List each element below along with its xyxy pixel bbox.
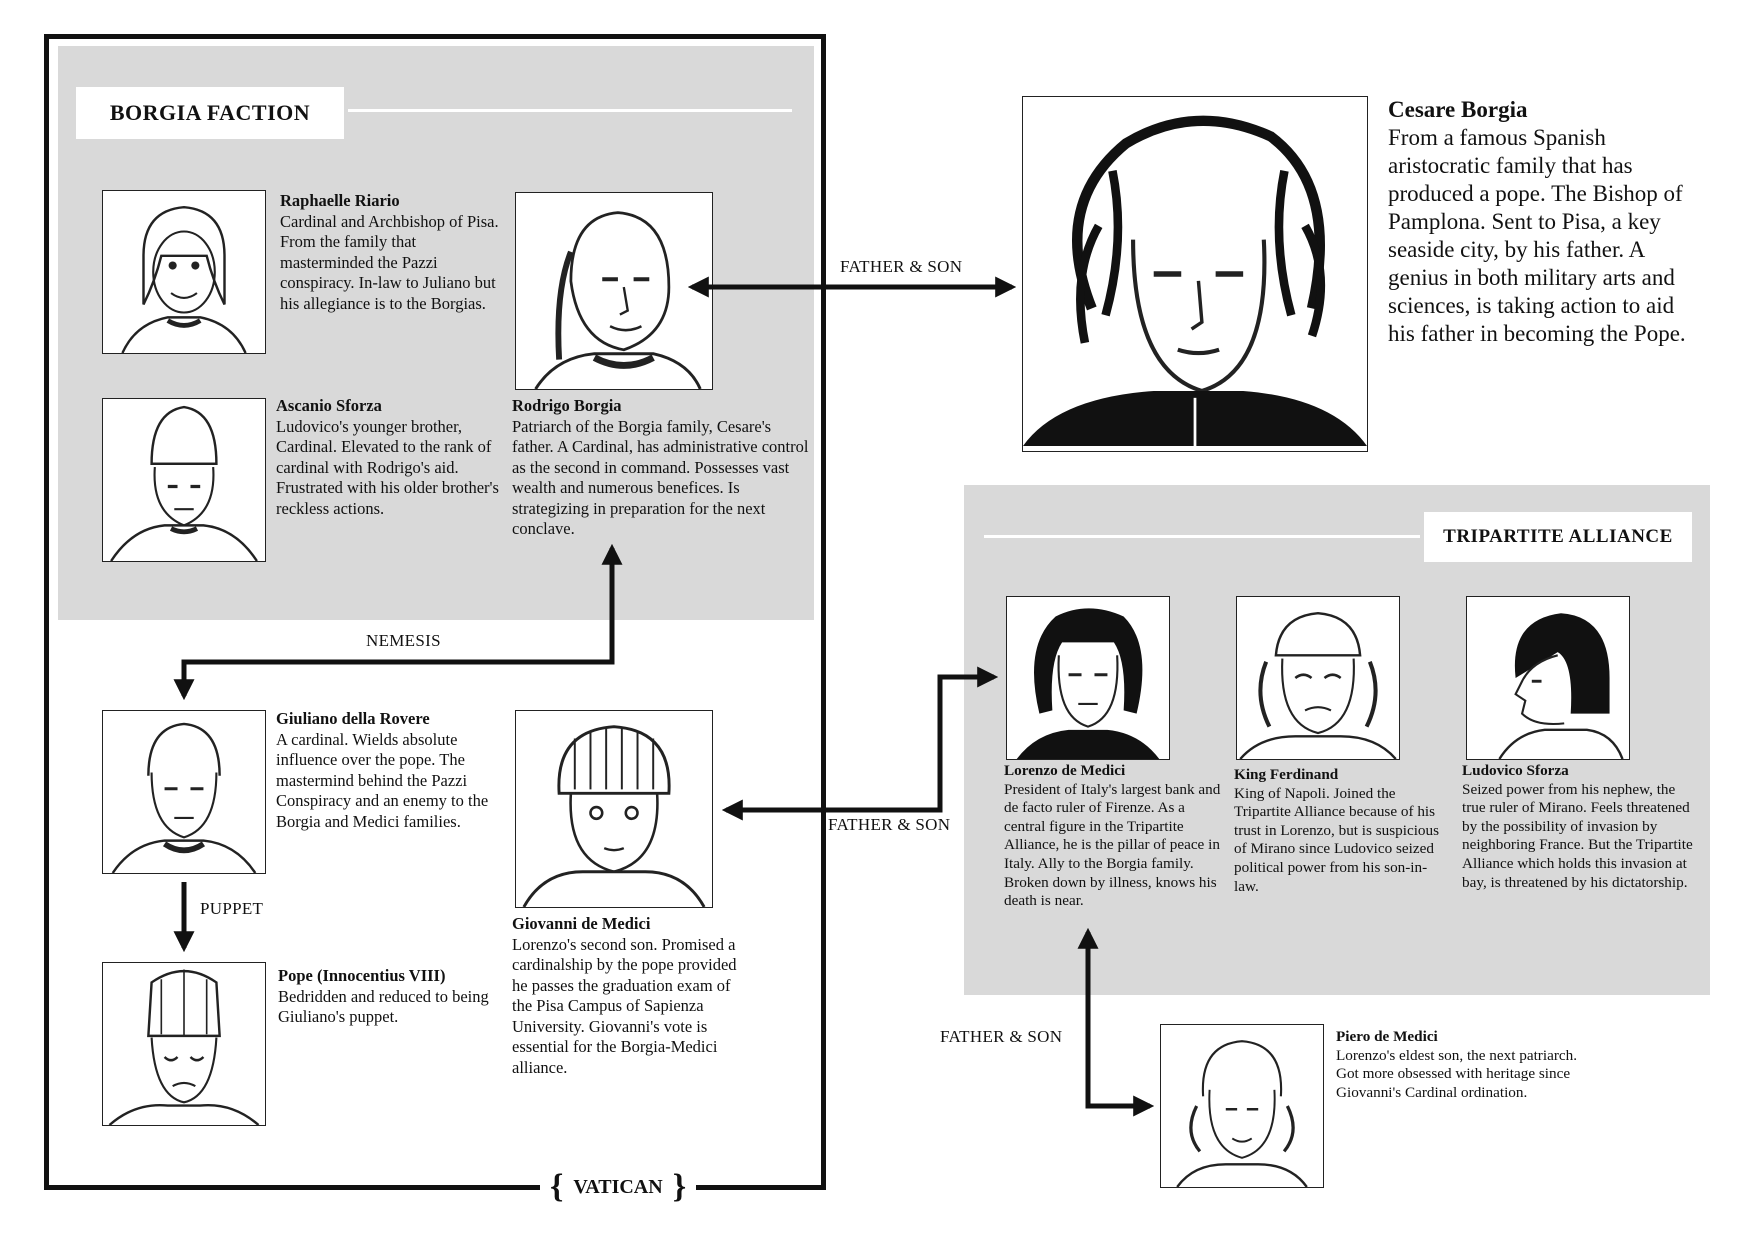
portrait-sketch-icon [103,399,265,561]
ludovico-sforza-portrait [1466,596,1630,760]
giuliano-della-rovere-description [276,709,500,832]
borgia-heading-rule [348,109,792,112]
cesare-borgia-portrait [1022,96,1368,452]
relation-label-father-son-lorenzo-piero: FATHER & SON [940,1027,1063,1046]
rodrigo-borgia-portrait [515,192,713,390]
tripartite-alliance-title: TRIPARTITE ALLIANCE [1443,526,1673,547]
borgia-faction-title: BORGIA FACTION [109,100,311,125]
tripartite-alliance-heading [1424,512,1692,562]
portrait-sketch-icon [1467,597,1629,759]
rodrigo-borgia-description [512,396,810,540]
vatican-label [540,1165,696,1209]
character-name: Rodrigo Borgia [512,396,622,415]
portrait-sketch-icon [1023,97,1367,451]
vatican-title: VATICAN [573,1175,663,1198]
cesare-borgia-description [1388,96,1704,348]
character-bio: President of Italy's largest bank and de facto ruler of Firenze. As a central figure in the Tripartite Alliance, he is the pillar of peace in Italy. Ally to the Borgia family. Broken down by illness, knows his death is near. [1004,780,1221,910]
character-bio: King of Napoli. Joined the Tripartite Alliance because of his trust in Lorenzo, but is suspicious of Mirano since Ludovico seized political power from his son-in-law. [1234,784,1440,895]
character-name: Lorenzo de Medici [1004,762,1126,779]
character-name: Cesare Borgia [1388,97,1528,122]
character-name: Ludovico Sforza [1462,762,1569,779]
relation-label-father-son-rodrigo-cesare: FATHER & SON [840,257,963,276]
ascanio-sforza-description [276,396,500,519]
raphaelle-riario-portrait [102,190,266,354]
character-name: Pope (Innocentius VIII) [278,966,446,985]
character-bio: Lorenzo's eldest son, the next patriarch. Got more obsessed with heritage since Giovanni's Cardinal ordination. [1336,1046,1578,1101]
piero-de-medici-portrait [1160,1024,1324,1188]
ludovico-sforza-description [1462,762,1702,892]
ascanio-sforza-portrait [102,398,266,562]
right-bracket-icon: } [672,1168,687,1205]
character-bio: From a famous Spanish aristocratic family that has produced a pope. The Bishop of Pamplona. Sent to Pisa, a key seaside city, by his father. A genius in both military arts and sciences, is taking action to aid his father in becoming the Pope. [1388,125,1686,346]
lorenzo-de-medici-description [1004,762,1226,911]
character-name: Ascanio Sforza [276,396,382,415]
raphaelle-riario-description [280,191,500,314]
character-name: Giuliano della Rovere [276,709,430,728]
lorenzo-de-medici-portrait [1006,596,1170,760]
character-bio: Ludovico's younger brother, Cardinal. Elevated to the rank of cardinal with Rodrigo's aid. Frustrated with his older brother's reckless actions. [276,416,499,518]
relation-label-nemesis: NEMESIS [366,631,441,650]
character-bio: Cardinal and Archbishop of Pisa. From the family that masterminded the Pazzi conspiracy. In-law to Juliano but his allegiance is to the Borgias. [280,211,499,313]
giovanni-de-medici-description [512,914,748,1078]
portrait-sketch-icon [103,963,265,1125]
character-name: Piero de Medici [1336,1028,1438,1045]
character-name: Giovanni de Medici [512,914,651,933]
portrait-sketch-icon [516,711,712,907]
portrait-sketch-icon [516,193,712,389]
character-name: King Ferdinand [1234,766,1339,783]
portrait-sketch-icon [1161,1025,1323,1187]
character-bio: Patriarch of the Borgia family, Cesare's father. A Cardinal, has administrative control as the second in command. Possesses vast wealth and numerous benefices. Is strategizing in preparation for the next conclave. [512,416,809,538]
portrait-sketch-icon [1237,597,1399,759]
giovanni-de-medici-portrait [515,710,713,908]
pope-innocentius-portrait [102,962,266,1126]
character-bio: Seized power from his nephew, the true ruler of Mirano. Feels threatened by the possibility of invasion by neighboring France. But the Tripartite Alliance which holds this invasion at bay, is threatened by his dictatorship. [1462,780,1693,891]
portrait-sketch-icon [1007,597,1169,759]
left-bracket-icon: { [550,1168,564,1205]
giuliano-della-rovere-portrait [102,710,266,874]
character-bio: Lorenzo's second son. Promised a cardinalship by the pope provided he passes the graduation exam of the Pisa Campus of Sapienza University. Giovanni's vote is essential for the Borgia-Medici alliance. [512,934,737,1077]
portrait-sketch-icon [103,191,265,353]
king-ferdinand-portrait [1236,596,1400,760]
relation-label-puppet: PUPPET [200,899,264,918]
character-bio: Bedridden and reduced to being Giuliano's puppet. [278,986,489,1026]
portrait-sketch-icon [103,711,265,873]
character-bio: A cardinal. Wields absolute influence over the pope. The mastermind behind the Pazzi Conspiracy and an enemy to the Borgia and Medici families. [276,729,489,831]
borgia-faction-heading [76,87,344,139]
piero-de-medici-description [1336,1028,1588,1102]
relation-label-father-son-lorenzo-giovanni: FATHER & SON [828,815,951,834]
pope-innocentius-description [278,966,500,1028]
tripartite-heading-rule [984,535,1420,538]
character-name: Raphaelle Riario [280,191,400,210]
king-ferdinand-description [1234,766,1448,896]
